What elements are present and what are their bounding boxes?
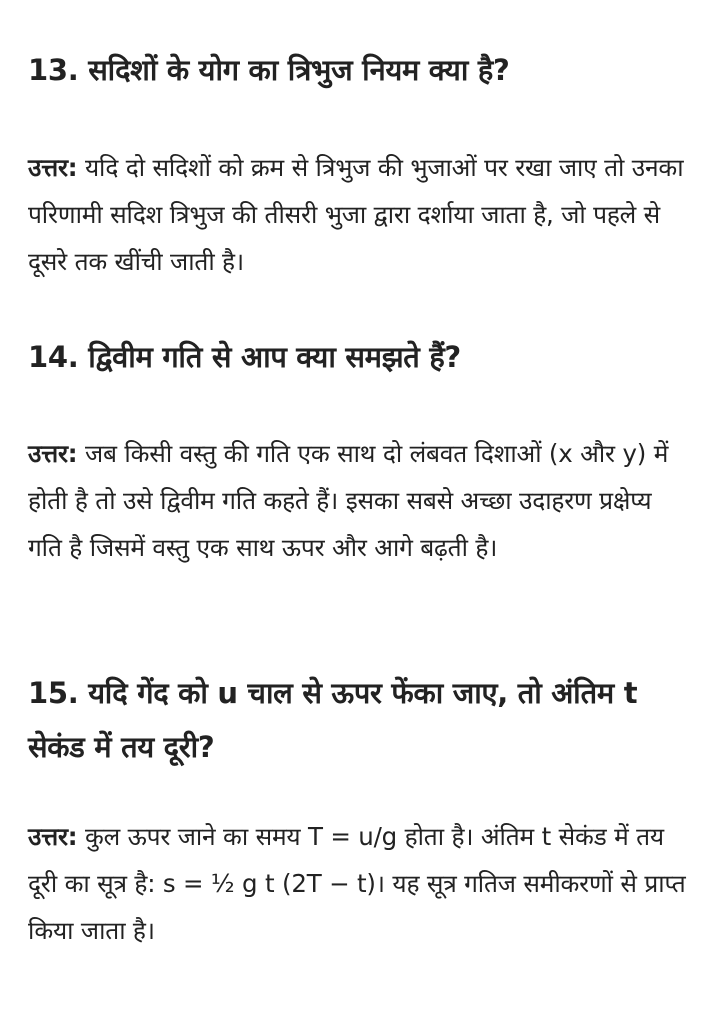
answer-15-paragraph (28, 813, 688, 954)
answer-15-text: कुल ऊपर जाने का समय T = u/g होता है। अंतिम t सेकंड में तय दूरी का सूत्र है: s = ½ g t (2T − t)। यह सूत्र गतिज समीकरणों से प्राप्त किया जाता है। (28, 822, 686, 945)
answer-14-text: जब किसी वस्तु की गति एक साथ दो लंबवत दिशाओं (x और y) में होती है तो उसे द्विवीम गति कहते हैं। इसका सबसे अच्छा उदाहरण प्रक्षेप्य गति है जिसमें वस्तु एक साथ ऊपर और आगे बढ़ती है। (28, 439, 669, 562)
question-15-heading: 15. यदि गेंद को u चाल से ऊपर फेंका जाए, तो अंतिम t सेकंड में तय दूरी? (28, 676, 638, 764)
answer-14-paragraph (28, 430, 688, 571)
answer-13-text: यदि दो सदिशों को क्रम से त्रिभुज की भुजाओं पर रखा जाए तो उनका परिणामी सदिश त्रिभुज की तीसरी भुजा द्वारा दर्शाया जाता है, जो पहले से दूसरे तक खींची जाती है। (28, 153, 684, 276)
question-13-heading: 13. सदिशों के योग का त्रिभुज नियम क्या है? (28, 53, 510, 87)
answer-14-label: उत्तर: (28, 439, 78, 468)
answer-15-label: उत्तर: (28, 822, 78, 851)
answer-13-paragraph (28, 144, 688, 285)
question-14-heading: 14. द्विवीम गति से आप क्या समझते हैं? (28, 340, 461, 374)
answer-13-label: उत्तर: (28, 153, 78, 182)
